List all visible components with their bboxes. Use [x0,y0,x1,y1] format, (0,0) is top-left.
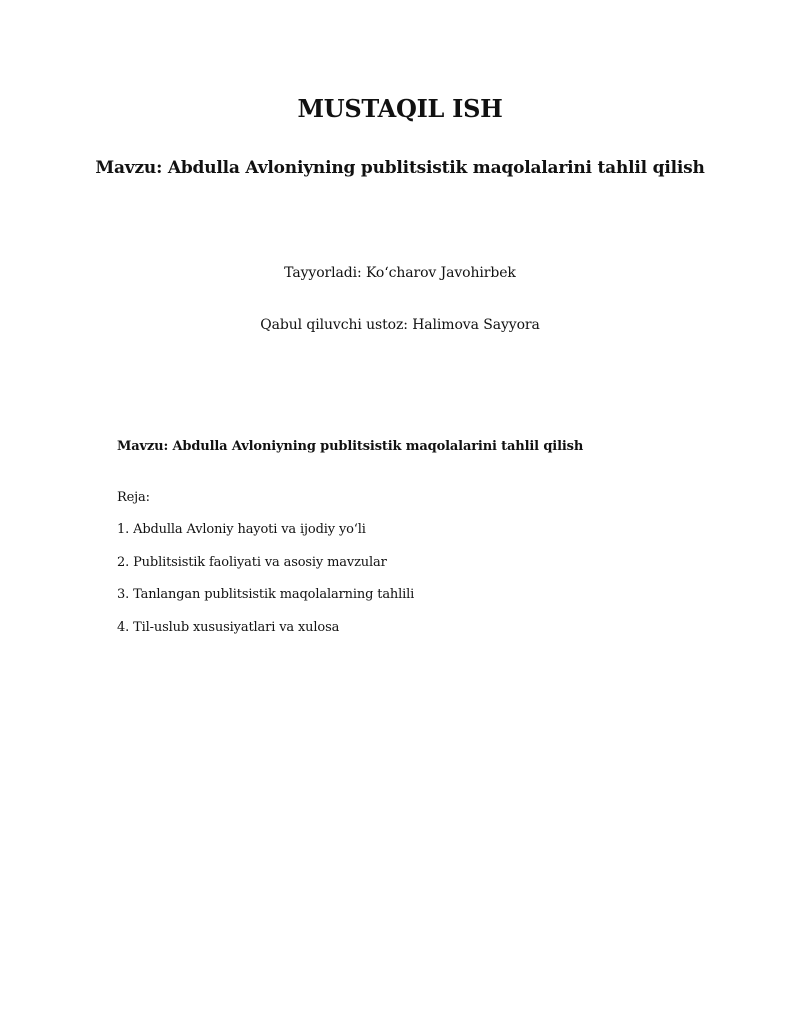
plan-item: 1. Abdulla Avloniy hayoti va ijodiy yo‘li [117,522,366,537]
plan-item: 4. Til-uslub xususiyatlari va xulosa [117,620,340,635]
teacher-line: Qabul qiluvchi ustoz: Halimova Sayyora [260,317,540,333]
plan-item: 3. Tanlangan publitsistik maqolalarning tahlili [117,587,415,602]
document-subtitle: Mavzu: Abdulla Avloniyning publitsistik maqolalarini tahlil qilish [95,158,705,178]
topic-heading: Mavzu: Abdulla Avloniyning publitsistik maqolalarini tahlil qilish [117,439,584,454]
document-title: MUSTAQIL ISH [297,94,503,123]
prepared-by-line: Tayyorladi: Ko‘charov Javohirbek [284,265,516,281]
plan-item: 2. Publitsistik faoliyati va asosiy mavzular [117,555,387,570]
plan-label: Reja: [117,490,150,505]
